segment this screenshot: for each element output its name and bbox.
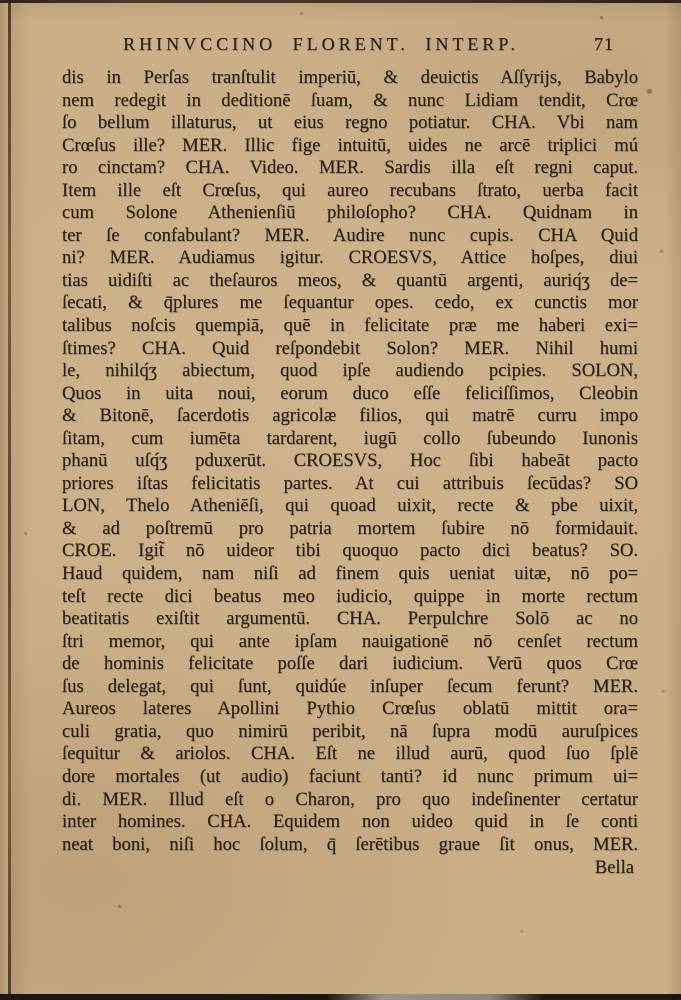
text-line: priores iſtas felicitatis partes. At cui attribuis ſecūdas? SO xyxy=(62,472,638,494)
text-line: tias uidiſti ac theſauros meos, & quantū argenti, auriq́ʒ de= xyxy=(62,269,638,291)
text-line: inter homines. CHA. Equidem non uideo quid in ſe conti xyxy=(62,811,638,833)
text-line: neat boni, niſi hoc ſolum, q̄ ſerētibus graue ſit onus, MER. xyxy=(62,833,638,855)
text-line: Crœſus ille? MER. Illic fige intuitū, uides ne arcē triplici mú xyxy=(62,134,638,156)
text-line: di. MER. Illud eſt o Charon, pro quo indeſinenter certatur xyxy=(62,788,638,810)
running-head xyxy=(62,34,614,55)
page-fold-line xyxy=(8,0,11,1000)
text-line: LON, Thelo Atheniēſi, qui quoad uixit, recte & pbe uixit, xyxy=(62,495,638,517)
text-line: & ad poſtremū pro patria mortem ſubire nō formidauit. xyxy=(62,517,638,539)
page-number: 71 xyxy=(594,34,614,54)
text-line: ſus delegat, qui ſunt, quidúe inſuper ſecum ferunt? MER. xyxy=(62,675,638,697)
text-line: ſecati, & q̄plures me ſequantur opes. cedo, ex cunctis mor xyxy=(62,292,638,314)
text-line: phanū uſq́ʒ pduxerūt. CROESVS, Hoc ſibi habeāt pacto xyxy=(62,450,638,472)
text-line: Aureos lateres Apollini Pythio Crœſus oblatū mittit ora= xyxy=(62,698,638,720)
paper-specks xyxy=(0,0,3,3)
text-line: ſequitur & ariolos. CHA. Eſt ne illud aurū, quod ſuo ſplē xyxy=(62,743,638,765)
text-line: de hominis felicitate poſſe dari iudicium. Verū quos Crœ xyxy=(62,653,638,675)
scan-edge-top xyxy=(0,0,681,3)
text-line: ro cinctam? CHA. Video. MER. Sardis illa eſt regni caput. xyxy=(62,157,638,179)
text-line: Item ille eſt Crœſus, qui aureo recubans ſtrato, uerba facit xyxy=(62,179,638,201)
text-line: ſo bellum illaturus, ut eius regno potiatur. CHA. Vbi nam xyxy=(62,112,638,134)
text-line: Quos in uita noui, eorum duco eſſe feliciſſimos, Cleobin xyxy=(62,382,638,404)
text-line: beatitatis exiſtit argumentū. CHA. Perpulchre Solō ac no xyxy=(62,608,638,630)
running-head-title: RHINVCCINO FLORENT. INTERP. xyxy=(123,34,519,54)
text-line: le, nihilq́ʒ abiectum, quod ipſe audiendo pcipies. SOLON, xyxy=(62,360,638,382)
text-line: CROE. Igit̃ nō uideor tibi quoquo pacto dici beatus? SO. xyxy=(62,540,638,562)
text-line: ſtri memor, qui ante ipſam nauigationē nō cenſet rectum xyxy=(62,630,638,652)
text-line: Haud quidem, nam niſi ad finem quis ueniat uitæ, nō po= xyxy=(62,563,638,585)
text-line: & Bitonē, ſacerdotis agricolæ filios, qui matrē curru impo xyxy=(62,405,638,427)
text-line: dis in Perſas tranſtulit imperiū, & deuictis Aſſyrijs, Babylo xyxy=(62,67,638,88)
text-line: culi gratia, quo nimirū peribit, nā ſupra modū auruſpices xyxy=(62,720,638,742)
page-content xyxy=(62,34,638,879)
text-line: teſt recte dici beatus meo iudicio, quippe in morte rectum xyxy=(62,585,638,607)
scan-edge-bottom xyxy=(0,994,681,1000)
text-line: ſitam, cum iumēta tardarent, iugū collo ſubeundo Iunonis xyxy=(62,427,638,449)
text-line: nem redegit in deditionē ſuam, & nunc Lidiam tendit, Crœ xyxy=(62,89,638,111)
text-line: talibus noſcis quempiā, quē in felicitate præ me haberi exi= xyxy=(62,315,638,337)
text-line: ter ſe confabulant? MER. Audire nunc cupis. CHA Quid xyxy=(62,224,638,246)
text-line: ſtimes? CHA. Quid reſpondebit Solon? MER. Nihil humi xyxy=(62,337,638,359)
text-line: cum Solone Athenienſiū philoſopho? CHA. Quidnam in xyxy=(62,202,638,224)
text-line: ni? MER. Audiamus igitur. CROESVS, Attice hoſpes, diui xyxy=(62,247,638,269)
page-fold-edge xyxy=(0,0,8,1000)
catchword: Bella xyxy=(594,857,634,879)
body-text xyxy=(62,67,638,856)
text-line: dore mortales (ut audio) faciunt tanti? id nunc primum ui= xyxy=(62,765,638,787)
